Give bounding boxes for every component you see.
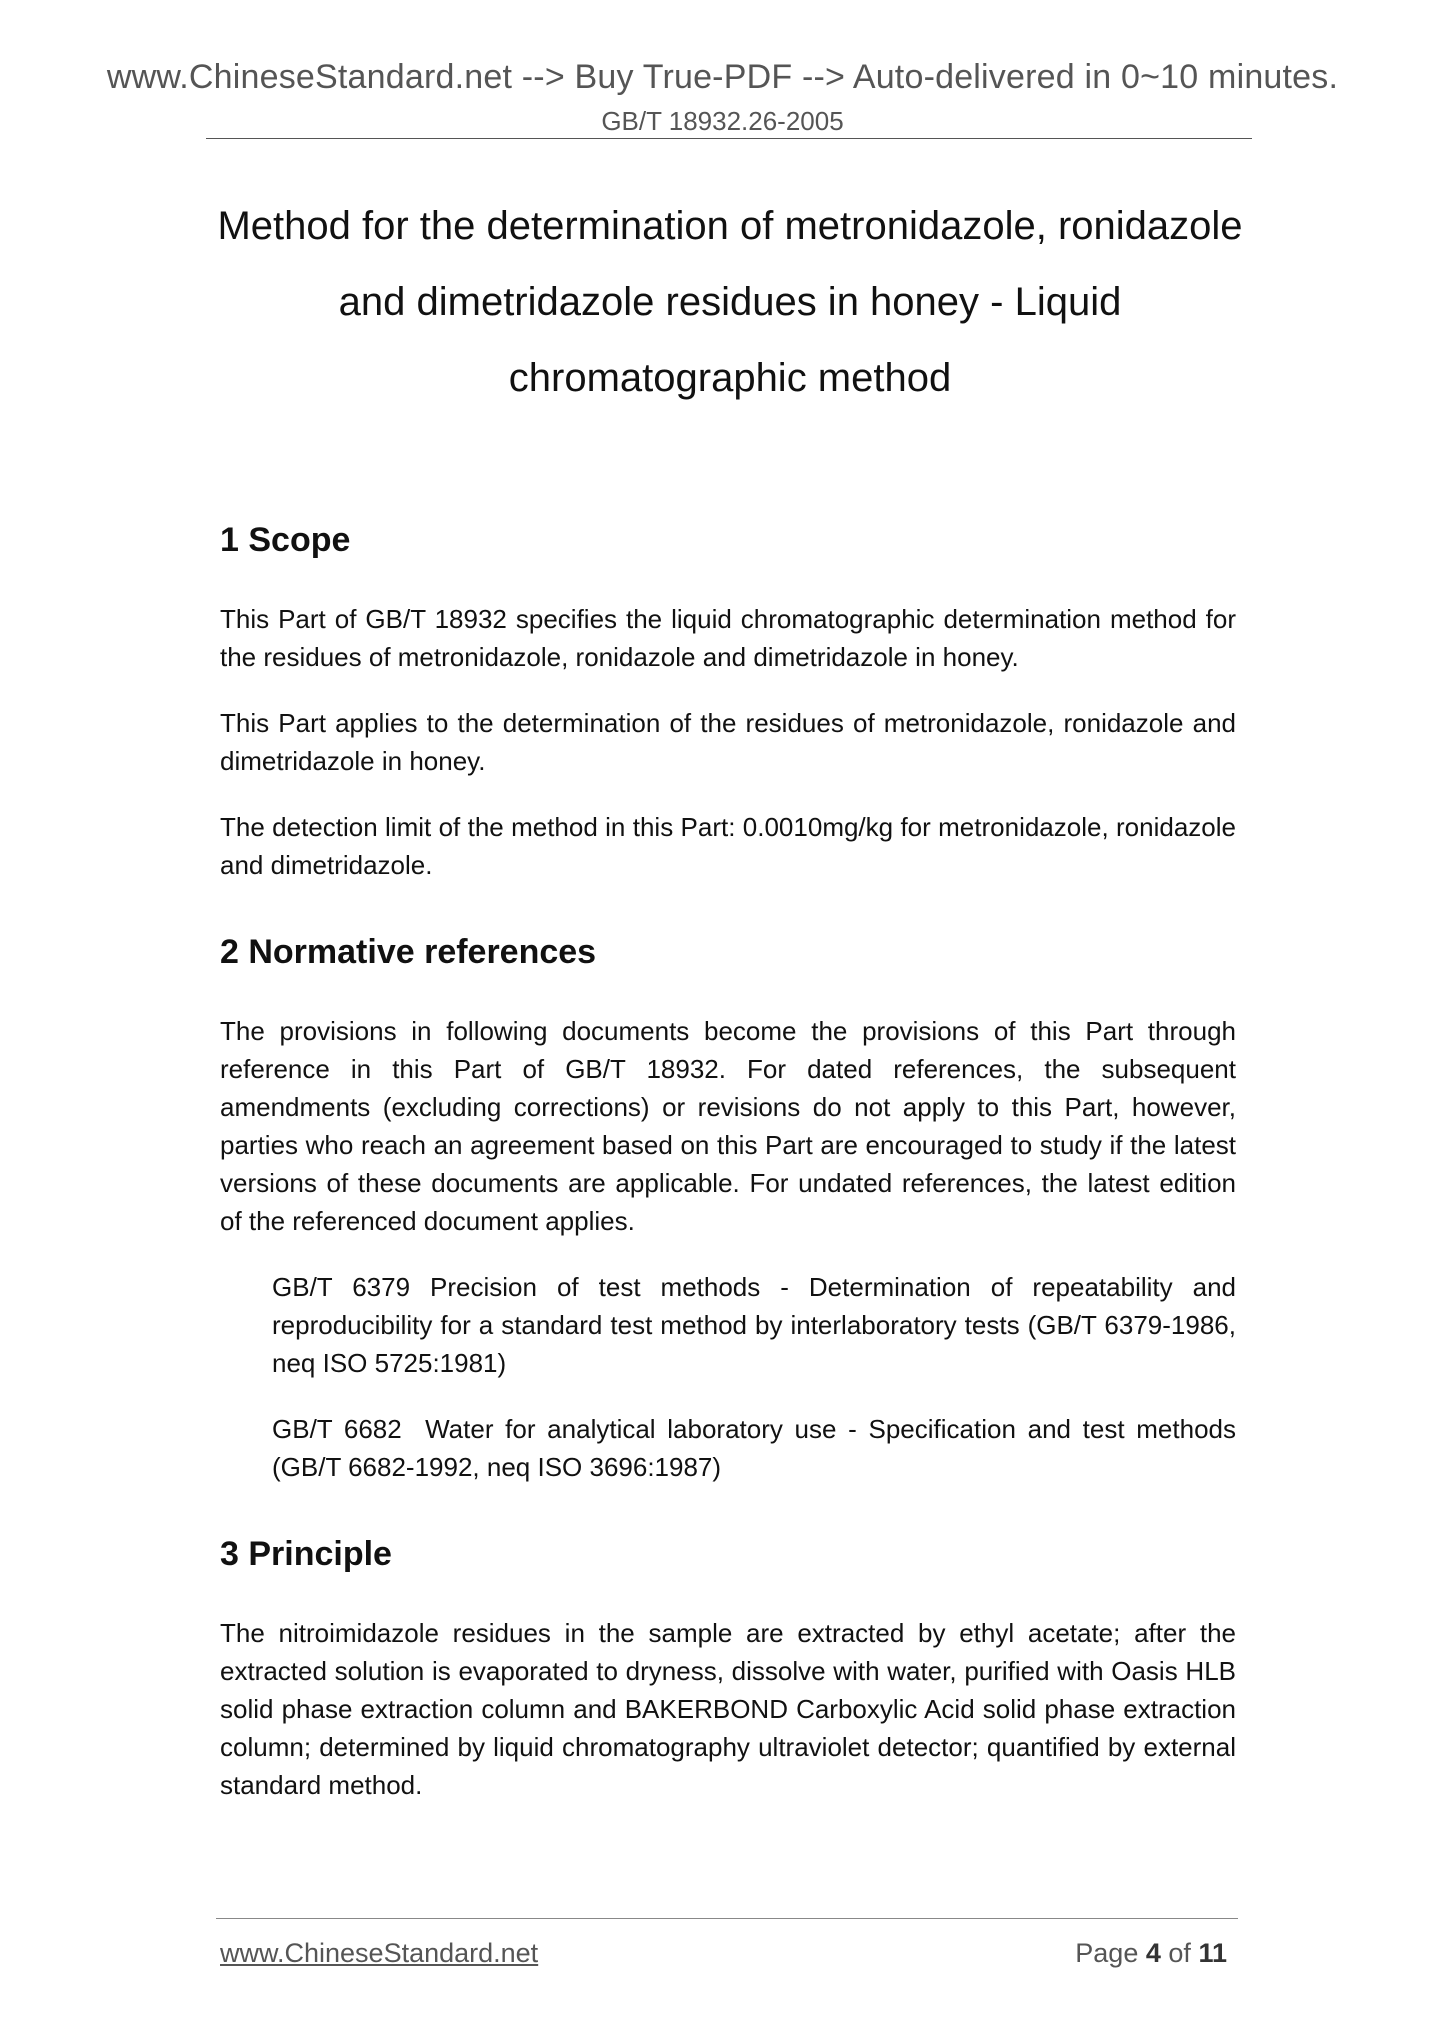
title-line: Method for the determination of metronidazole, ronidazole bbox=[217, 204, 1243, 248]
title-line: and dimetridazole residues in honey - Liquid bbox=[338, 280, 1122, 324]
top-banner[interactable]: www.ChineseStandard.net --> Buy True-PDF --> Auto-delivered in 0~10 minutes. bbox=[106, 58, 1339, 96]
title-line: chromatographic method bbox=[508, 356, 952, 400]
section-heading: 2 Normative references bbox=[220, 933, 597, 971]
section-scope bbox=[220, 516, 1236, 884]
paragraph: The nitroimidazole residues in the sample are extracted by ethyl acetate; after the extracted solution is evaporated to dryness, dissolve with water, purified with Oasis HLB solid phase extraction column and BAKERBOND Carboxylic Acid solid phase extraction column; determined by liquid chromatography ultraviolet detector; quantified by external standard method. bbox=[220, 1618, 1236, 1800]
paragraph: The detection limit of the method in this Part: 0.0010mg/kg for metronidazole, ronidazole and dimetridazole. bbox=[220, 812, 1236, 880]
page-current: 4 bbox=[1145, 1938, 1161, 1968]
document-body bbox=[220, 516, 1244, 1832]
footer-divider bbox=[216, 1918, 1238, 1919]
section-principle bbox=[220, 1530, 1236, 1804]
paragraph: This Part of GB/T 18932 specifies the liquid chromatographic determination method for the residues of metronidazole, ronidazole and dimetridazole in honey. bbox=[220, 604, 1236, 672]
page-total: 11 bbox=[1198, 1938, 1227, 1968]
reference-item: GB/T 6682 Water for analytical laboratory use - Specification and test methods (GB/T 6682-1992, neq ISO 3696:1987) bbox=[272, 1414, 1244, 1482]
section-heading: 3 Principle bbox=[220, 1535, 392, 1573]
section-heading: 1 Scope bbox=[220, 521, 351, 559]
page-of: of bbox=[1168, 1938, 1191, 1968]
paragraph: This Part applies to the determination of the residues of metronidazole, ronidazole and dimetridazole in honey. bbox=[220, 708, 1236, 776]
page-number bbox=[1075, 1938, 1227, 1969]
paragraph: The provisions in following documents become the provisions of this Part through reference in this Part of GB/T 18932. For dated references, the subsequent amendments (excluding corrections) or revisions do not apply to this Part, however, parties who reach an agreement based on this Part are encouraged to study if the latest versions of these documents are applicable. For undated references, the latest edition of the referenced document applies. bbox=[220, 1016, 1236, 1236]
page-prefix: Page bbox=[1075, 1938, 1139, 1968]
section-normative-references bbox=[220, 928, 1244, 1486]
footer-website-link[interactable]: www.ChineseStandard.net bbox=[220, 1938, 539, 1968]
reference-item: GB/T 6379 Precision of test methods - Determination of repeatability and reproducibility for a standard test method by interlaboratory tests (GB/T 6379-1986, neq ISO 5725:1981) bbox=[272, 1272, 1236, 1378]
standard-code: GB/T 18932.26-2005 bbox=[601, 106, 844, 136]
document-title bbox=[200, 188, 1260, 416]
header-divider bbox=[206, 138, 1252, 139]
